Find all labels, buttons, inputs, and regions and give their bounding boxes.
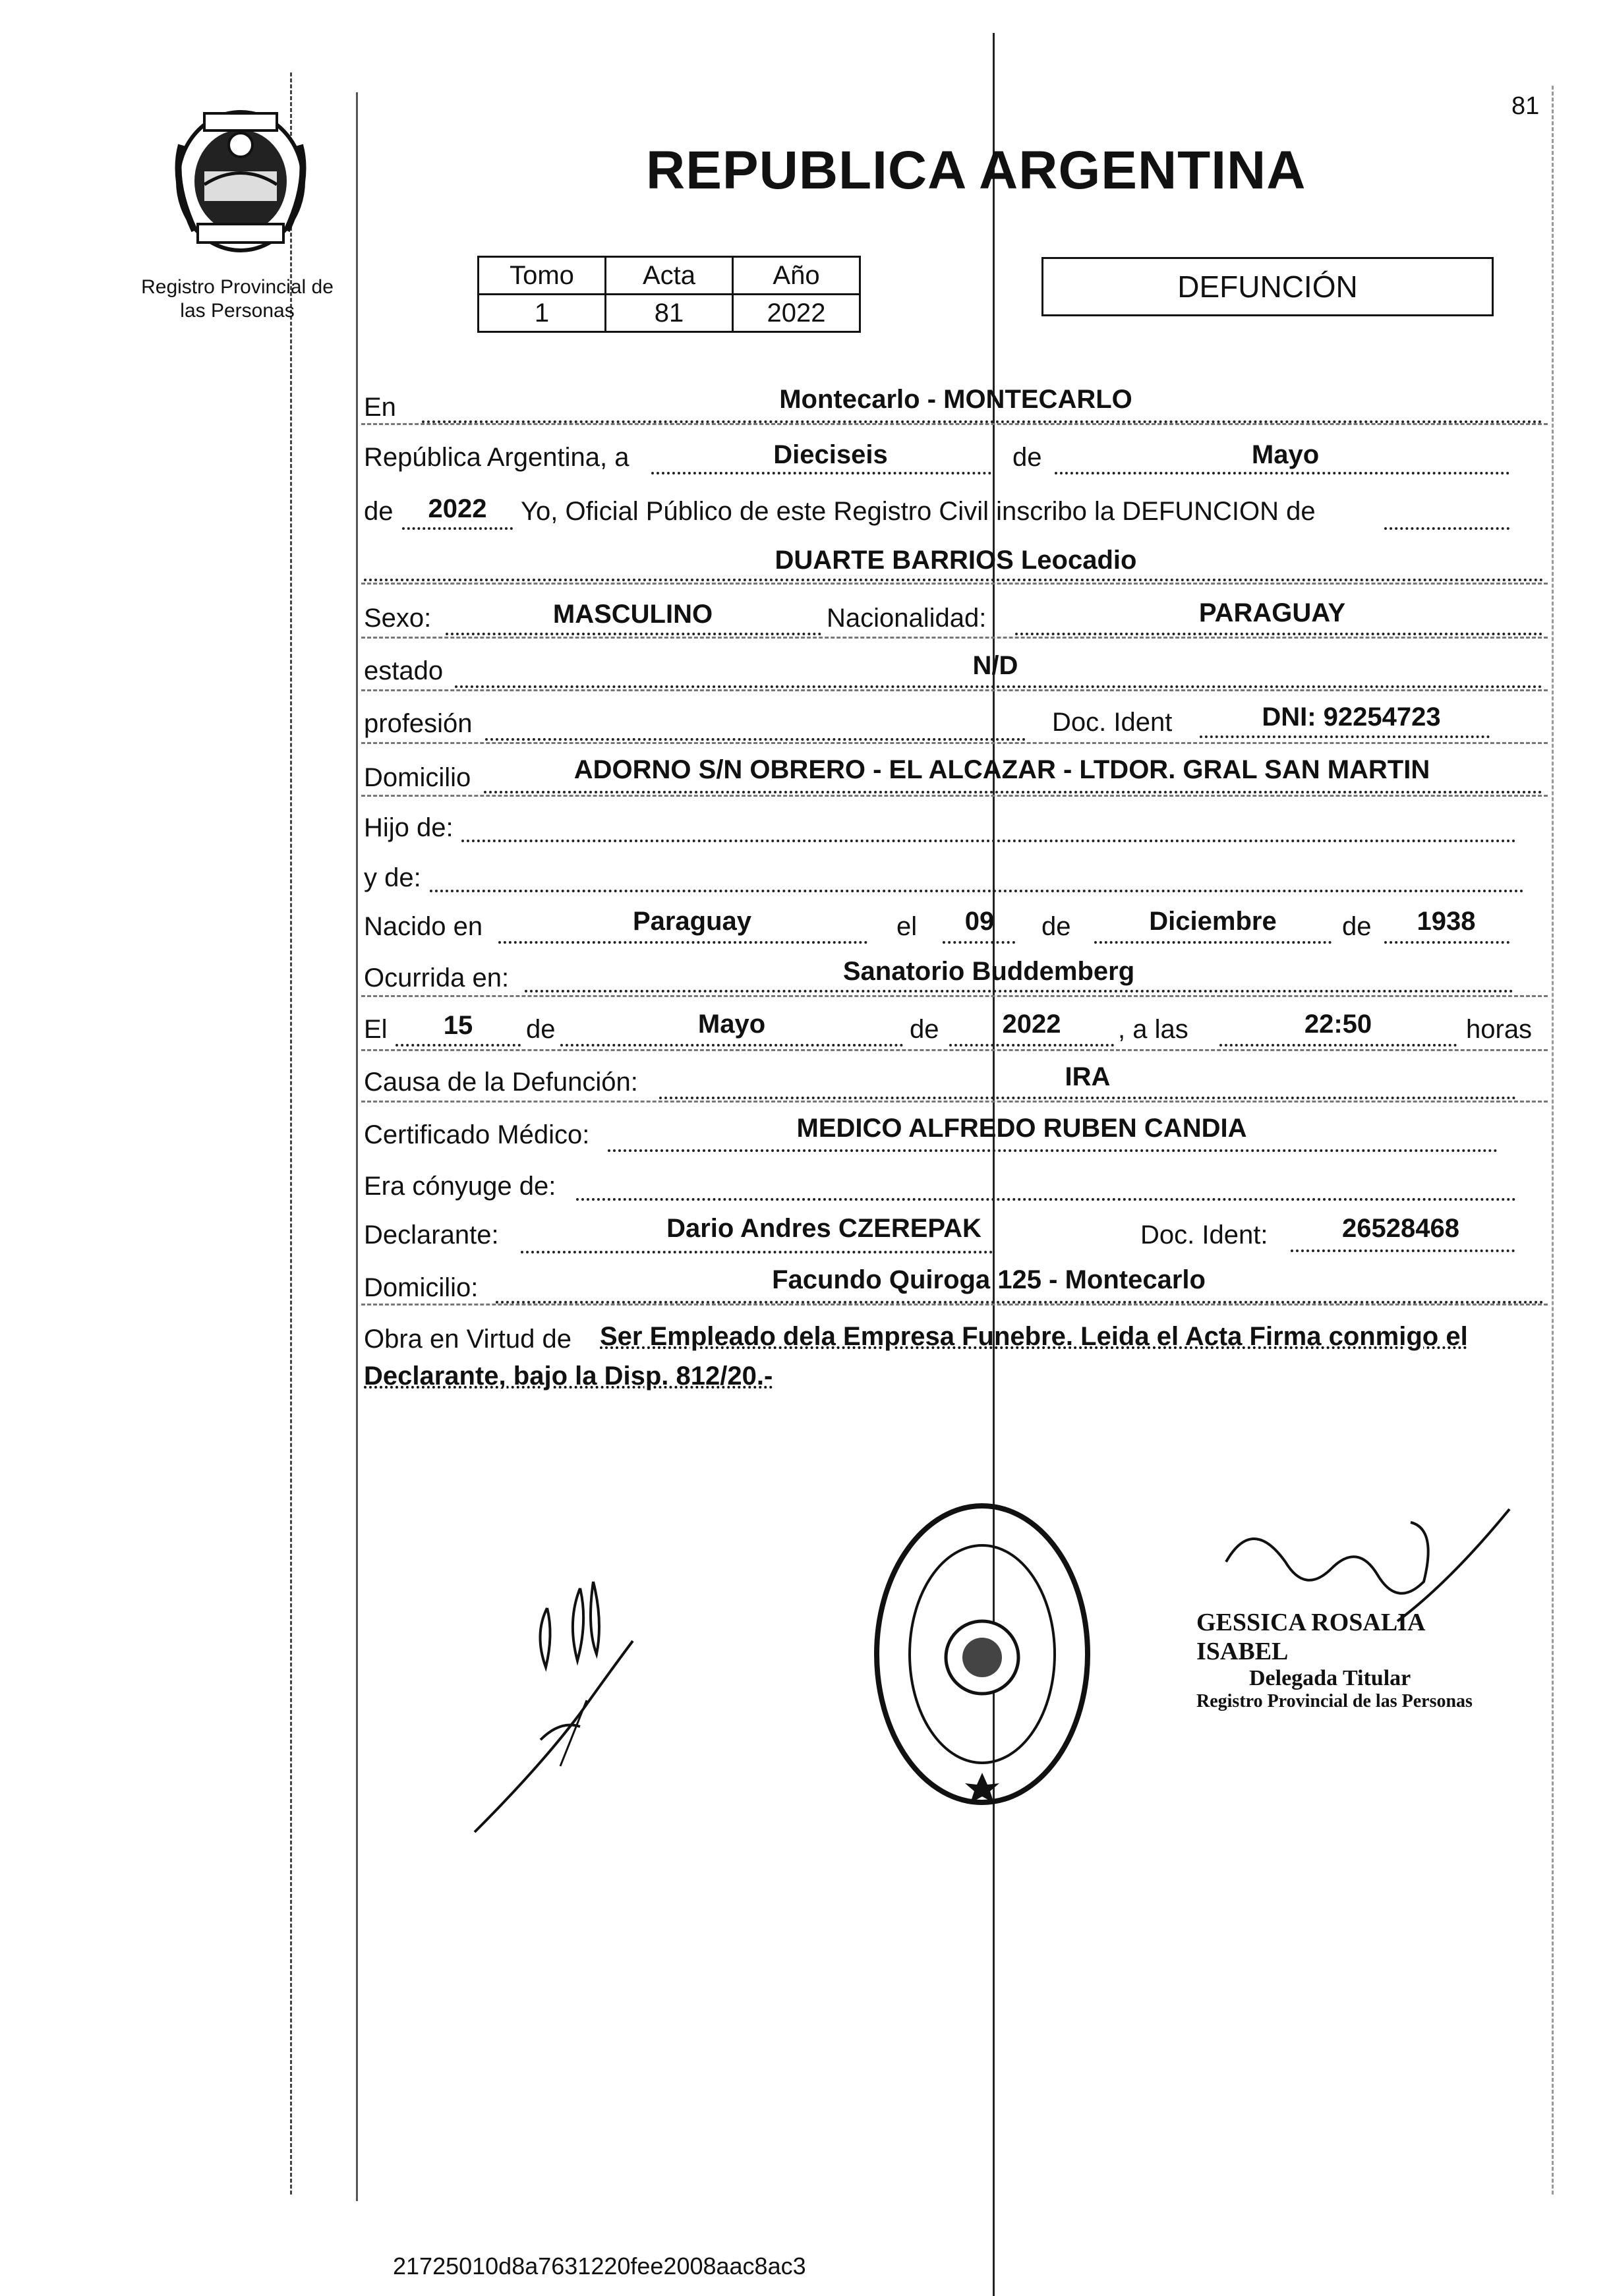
- label-republica: República Argentina, a: [364, 443, 630, 472]
- dotted-line: [484, 791, 1542, 793]
- page-title: REPUBLICA ARGENTINA: [646, 140, 1306, 200]
- dotted-line: [446, 633, 821, 635]
- label-el-cap: El: [364, 1015, 388, 1044]
- registry-round-stamp: [870, 1496, 1094, 1812]
- value-lugar: Montecarlo - MONTECARLO: [779, 385, 1132, 414]
- registry-value-anio: 2022: [733, 295, 860, 332]
- dotted-line: [1291, 1249, 1515, 1252]
- row-separator: [361, 1101, 1548, 1103]
- declarant-signature: [461, 1568, 672, 1845]
- label-de-6: de: [910, 1015, 939, 1044]
- label-de-1: de: [1012, 443, 1042, 472]
- value-causa: IRA: [1065, 1062, 1111, 1091]
- registry-table: [477, 256, 861, 333]
- official-stamp-line1: GESSICA ROSALIA ISABEL: [1196, 1609, 1424, 1665]
- label-declarante: Declarante:: [364, 1220, 499, 1249]
- row-separator: [361, 583, 1548, 585]
- value-obra-line1: Ser Empleado dela Empresa Funebre. Leida el Acta Firma conmigo el: [600, 1322, 1468, 1351]
- value-def-mes: Mayo: [697, 1010, 766, 1039]
- row-separator: [361, 995, 1548, 997]
- dotted-line: [1219, 1044, 1457, 1047]
- handwritten-signature-icon: [461, 1568, 672, 1845]
- registry-table-header-row: [479, 257, 860, 295]
- registry-header-tomo: Tomo: [479, 257, 606, 295]
- value-nombre: DUARTE BARRIOS Leocadio: [775, 546, 1137, 575]
- official-stamp-line3: Registro Provincial de las Personas: [1196, 1691, 1473, 1711]
- dotted-line: [455, 685, 1542, 688]
- label-profesion: profesión: [364, 709, 473, 738]
- provincial-seal: [165, 105, 316, 257]
- label-a-las: , a las: [1118, 1015, 1188, 1044]
- dotted-line: [576, 1198, 1516, 1201]
- value-nacionalidad: PARAGUAY: [1198, 598, 1346, 627]
- dotted-line: [364, 579, 1544, 581]
- label-causa: Causa de la Defunción:: [364, 1068, 638, 1097]
- row-separator: [361, 423, 1548, 425]
- label-hijo-de: Hijo de:: [364, 813, 454, 842]
- value-domicilio: ADORNO S/N OBRERO - EL ALCAZAR - LTDOR. GRAL SAN MARTIN: [573, 755, 1430, 784]
- value-nac-mes: Diciembre: [1149, 907, 1277, 936]
- left-margin-dash: [290, 72, 292, 2195]
- dotted-line: [395, 1044, 521, 1047]
- dotted-line: [949, 1044, 1114, 1047]
- document-hash: 21725010d8a7631220fee2008aac8ac3: [393, 2253, 806, 2280]
- label-domicilio: Domicilio: [364, 763, 471, 792]
- label-nacionalidad: Nacionalidad:: [827, 604, 987, 633]
- dotted-line: [1384, 527, 1509, 530]
- value-certificado: MEDICO ALFREDO RUBEN CANDIA: [796, 1114, 1247, 1143]
- dotted-line: [430, 890, 1524, 892]
- row-separator: [361, 742, 1548, 744]
- left-border-line: [356, 92, 358, 2201]
- official-stamp-text: [1196, 1608, 1513, 1712]
- label-y-de: y de:: [364, 863, 421, 892]
- dotted-line: [498, 941, 867, 944]
- record-type-box: DEFUNCIÓN: [1041, 257, 1494, 316]
- dotted-line: [461, 840, 1516, 842]
- dotted-line: [651, 472, 991, 474]
- value-mes: Mayo: [1251, 440, 1320, 469]
- label-de-2: de: [364, 497, 394, 526]
- page-number: 81: [1511, 92, 1540, 120]
- dotted-line: [1055, 472, 1509, 474]
- dotted-line: [1015, 633, 1542, 635]
- dotted-line: [1200, 735, 1490, 738]
- row-separator: [361, 1049, 1548, 1051]
- value-hora: 22:50: [1304, 1010, 1372, 1039]
- row-separator: [361, 1304, 1548, 1306]
- registry-value-tomo: 1: [479, 295, 606, 332]
- label-horas: horas: [1466, 1015, 1533, 1044]
- label-sexo: Sexo:: [364, 604, 432, 633]
- value-sexo: MASCULINO: [552, 600, 713, 629]
- round-stamp-icon: [870, 1496, 1094, 1812]
- official-stamp-line2: Delegada Titular: [1249, 1666, 1411, 1690]
- label-obra: Obra en Virtud de: [364, 1325, 572, 1354]
- value-nacido-en: Paraguay: [632, 907, 752, 936]
- registry-caption-line1: Registro Provincial de: [141, 276, 334, 298]
- registry-table-value-row: [479, 295, 860, 332]
- value-obra-line2: Declarante, bajo la Disp. 812/20.-: [364, 1362, 773, 1391]
- dotted-line: [1384, 941, 1509, 944]
- dotted-line: [422, 420, 1542, 423]
- dotted-line: [485, 738, 1026, 741]
- center-fold-line: [993, 33, 995, 2296]
- registry-header-anio: Año: [733, 257, 860, 295]
- dotted-line: [1094, 941, 1332, 944]
- label-el: el: [896, 912, 918, 941]
- dotted-line: [521, 1251, 993, 1253]
- label-ocurrida-en: Ocurrida en:: [364, 963, 510, 992]
- registry-caption: [125, 275, 349, 323]
- registry-value-acta: 81: [606, 295, 733, 332]
- value-doc: DNI: 92254723: [1262, 703, 1441, 732]
- label-doc-ident: Doc. Ident: [1052, 708, 1173, 737]
- row-separator: [361, 689, 1548, 691]
- right-margin-dash: [1552, 86, 1554, 2195]
- dotted-line: [608, 1149, 1498, 1152]
- value-nac-dia: 09: [964, 907, 995, 936]
- dotted-line: [943, 941, 1015, 944]
- value-ocurrida-en: Sanatorio Buddemberg: [842, 957, 1135, 986]
- value-nac-anio: 1938: [1417, 907, 1476, 936]
- label-conyuge: Era cónyuge de:: [364, 1172, 556, 1201]
- registry-header-acta: Acta: [606, 257, 733, 295]
- value-declarante-doc: 26528468: [1342, 1214, 1459, 1243]
- value-def-dia: 15: [443, 1011, 473, 1040]
- label-de-4: de: [1342, 912, 1372, 941]
- label-domicilio-2: Domicilio:: [364, 1273, 479, 1302]
- label-nacido-en: Nacido en: [364, 912, 483, 941]
- row-separator: [361, 637, 1548, 639]
- label-de-3: de: [1041, 912, 1071, 941]
- label-en: En: [364, 393, 396, 422]
- dotted-line: [402, 527, 513, 530]
- value-declarante: Dario Andres CZEREPAK: [666, 1214, 981, 1243]
- value-estado: N/D: [972, 651, 1018, 680]
- dotted-line: [560, 1044, 903, 1047]
- row-separator: [361, 795, 1548, 797]
- value-declarante-domicilio: Facundo Quiroga 125 - Montecarlo: [772, 1265, 1206, 1294]
- misiones-coat-of-arms-icon: [165, 105, 316, 257]
- label-estado: estado: [364, 656, 444, 685]
- label-doc-ident-2: Doc. Ident:: [1140, 1220, 1268, 1249]
- value-dia-letras: Dieciseis: [773, 440, 888, 469]
- value-anio: 2022: [428, 494, 487, 523]
- dotted-line: [659, 1097, 1516, 1099]
- label-de-5: de: [526, 1015, 556, 1044]
- label-certificado: Certificado Médico:: [364, 1120, 590, 1149]
- registry-caption-line2: las Personas: [180, 300, 295, 322]
- label-yo: Yo, Oficial Público de este Registro Civil inscribo la DEFUNCION de: [521, 497, 1316, 526]
- dotted-line: [525, 990, 1513, 992]
- value-def-anio: 2022: [1002, 1010, 1061, 1039]
